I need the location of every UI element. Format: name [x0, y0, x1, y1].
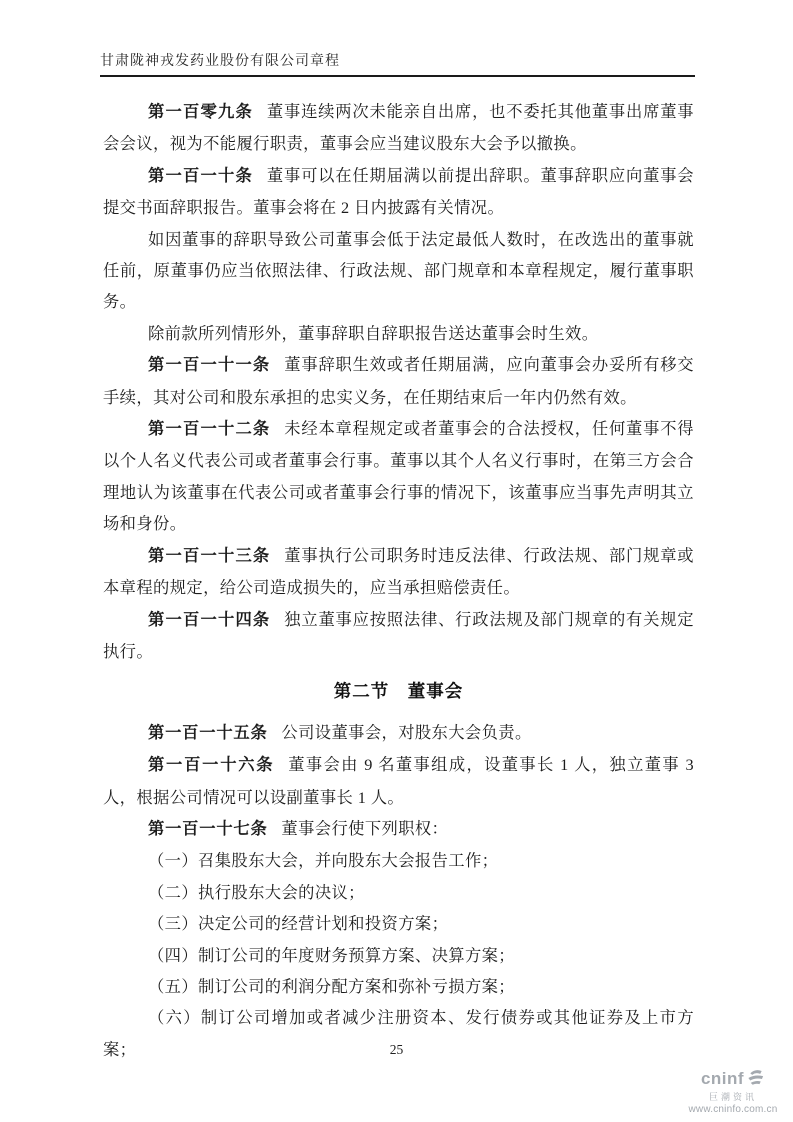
- article-number: 第一百零九条: [148, 103, 254, 121]
- paragraph: [103, 96, 694, 160]
- paragraph-text: 独立董事应按照法律、行政法规及部门规章的有关规定执行。: [103, 609, 694, 661]
- paragraph: [103, 717, 694, 749]
- article-number: 第一百一十条: [148, 166, 254, 185]
- list-item: [103, 845, 694, 876]
- article-number: 第一百一十七条: [148, 819, 268, 838]
- section-heading-text: 第二节 董事会: [333, 681, 464, 702]
- paragraph-text: （五）制订公司的利润分配方案和弥补亏损方案；: [148, 976, 515, 996]
- page-number: 25: [389, 1042, 404, 1057]
- paragraph: [103, 160, 694, 224]
- paragraph: [103, 413, 694, 540]
- cninfo-url: www.cninfo.com.cn: [688, 1104, 778, 1116]
- cninfo-logo-icon: [746, 1068, 765, 1092]
- cninfo-brand-row: [678, 1068, 788, 1092]
- paragraph: [103, 224, 694, 318]
- paragraph-text: 董事会行使下列职权：: [281, 818, 449, 838]
- paragraph-text: 董事执行公司职务时违反法律、行政法规、部门规章或本章程的规定，给公司造成损失的，应当承担赔偿责任。: [103, 545, 694, 598]
- document-header: [100, 50, 695, 77]
- paragraph: [103, 349, 694, 413]
- paragraph: [103, 540, 694, 604]
- article-number: 第一百一十四条: [148, 610, 271, 629]
- cninfo-chinese-name: 巨潮资讯: [708, 1091, 757, 1102]
- paragraph-text: 如因董事的辞职导致公司董事会低于法定最低人数时，在改选出的董事就任前，原董事仍应当依照法律、行政法规、部门规章和本章程规定，履行董事职务。: [103, 229, 694, 312]
- list-item: [103, 940, 694, 971]
- paragraph-text: （六）制订公司增加或者减少注册资本、发行债券或其他证券及上市方案；: [103, 1008, 694, 1059]
- cninfo-watermark: [678, 1068, 788, 1115]
- list-item: [103, 877, 694, 908]
- document-body: [103, 96, 694, 1065]
- article-number: 第一百一十六条: [148, 756, 275, 775]
- article-number: 第一百一十一条: [148, 356, 271, 375]
- paragraph-text: 未经本章程规定或者董事会的合法授权，任何董事不得以个人名义代表公司或者董事会行事。董事以其个人名义行事时，在第三方会合理地认为该董事在代表公司或者董事会行事的情况下，该董事应当事先声明其立场和身份。: [103, 419, 694, 534]
- cninfo-brand-text: cninf: [700, 1069, 745, 1089]
- paragraph-text: 除前款所列情形外，董事辞职自辞职报告送达董事会时生效。: [148, 323, 599, 343]
- paragraph-text: 董事连续两次未能亲自出席，也不委托其他董事出席董事会会议，视为不能履行职责，董事会应当建议股东大会予以撤换。: [103, 102, 694, 154]
- document-header-title: 甘肃陇神戎发药业股份有限公司章程: [100, 54, 340, 69]
- list-item: [103, 971, 694, 1002]
- paragraph-text: 公司设董事会，对股东大会负责。: [281, 722, 532, 742]
- paragraph-text: （二）执行股东大会的决议；: [148, 882, 365, 902]
- paragraph-text: （四）制订公司的年度财务预算方案、决算方案；: [148, 945, 515, 965]
- paragraph-text: 董事辞职生效或者任期届满，应向董事会办妥所有移交手续，其对公司和股东承担的忠实义务，在任期结束后一年内仍然有效。: [103, 355, 694, 407]
- section-heading: [103, 676, 694, 707]
- paragraph: [103, 318, 694, 349]
- paragraph-text: 董事会由 9 名董事组成，设董事长 1 人，独立董事 3 人，根据公司情况可以设副董事长 1 人。: [103, 755, 694, 807]
- list-item: [103, 908, 694, 939]
- paragraph-text: 董事可以在任期届满以前提出辞职。董事辞职应向董事会提交书面辞职报告。董事会将在 2 日内披露有关情况。: [103, 165, 694, 218]
- paragraph: [103, 749, 694, 813]
- paragraph-text: （三）决定公司的经营计划和投资方案；: [148, 914, 449, 934]
- article-number: 第一百一十二条: [148, 420, 271, 439]
- article-number: 第一百一十五条: [148, 723, 268, 742]
- paragraph: [103, 604, 694, 668]
- paragraph-text: （一）召集股东大会，并向股东大会报告工作；: [148, 851, 499, 871]
- paragraph: [103, 813, 694, 845]
- article-number: 第一百一十三条: [148, 546, 271, 565]
